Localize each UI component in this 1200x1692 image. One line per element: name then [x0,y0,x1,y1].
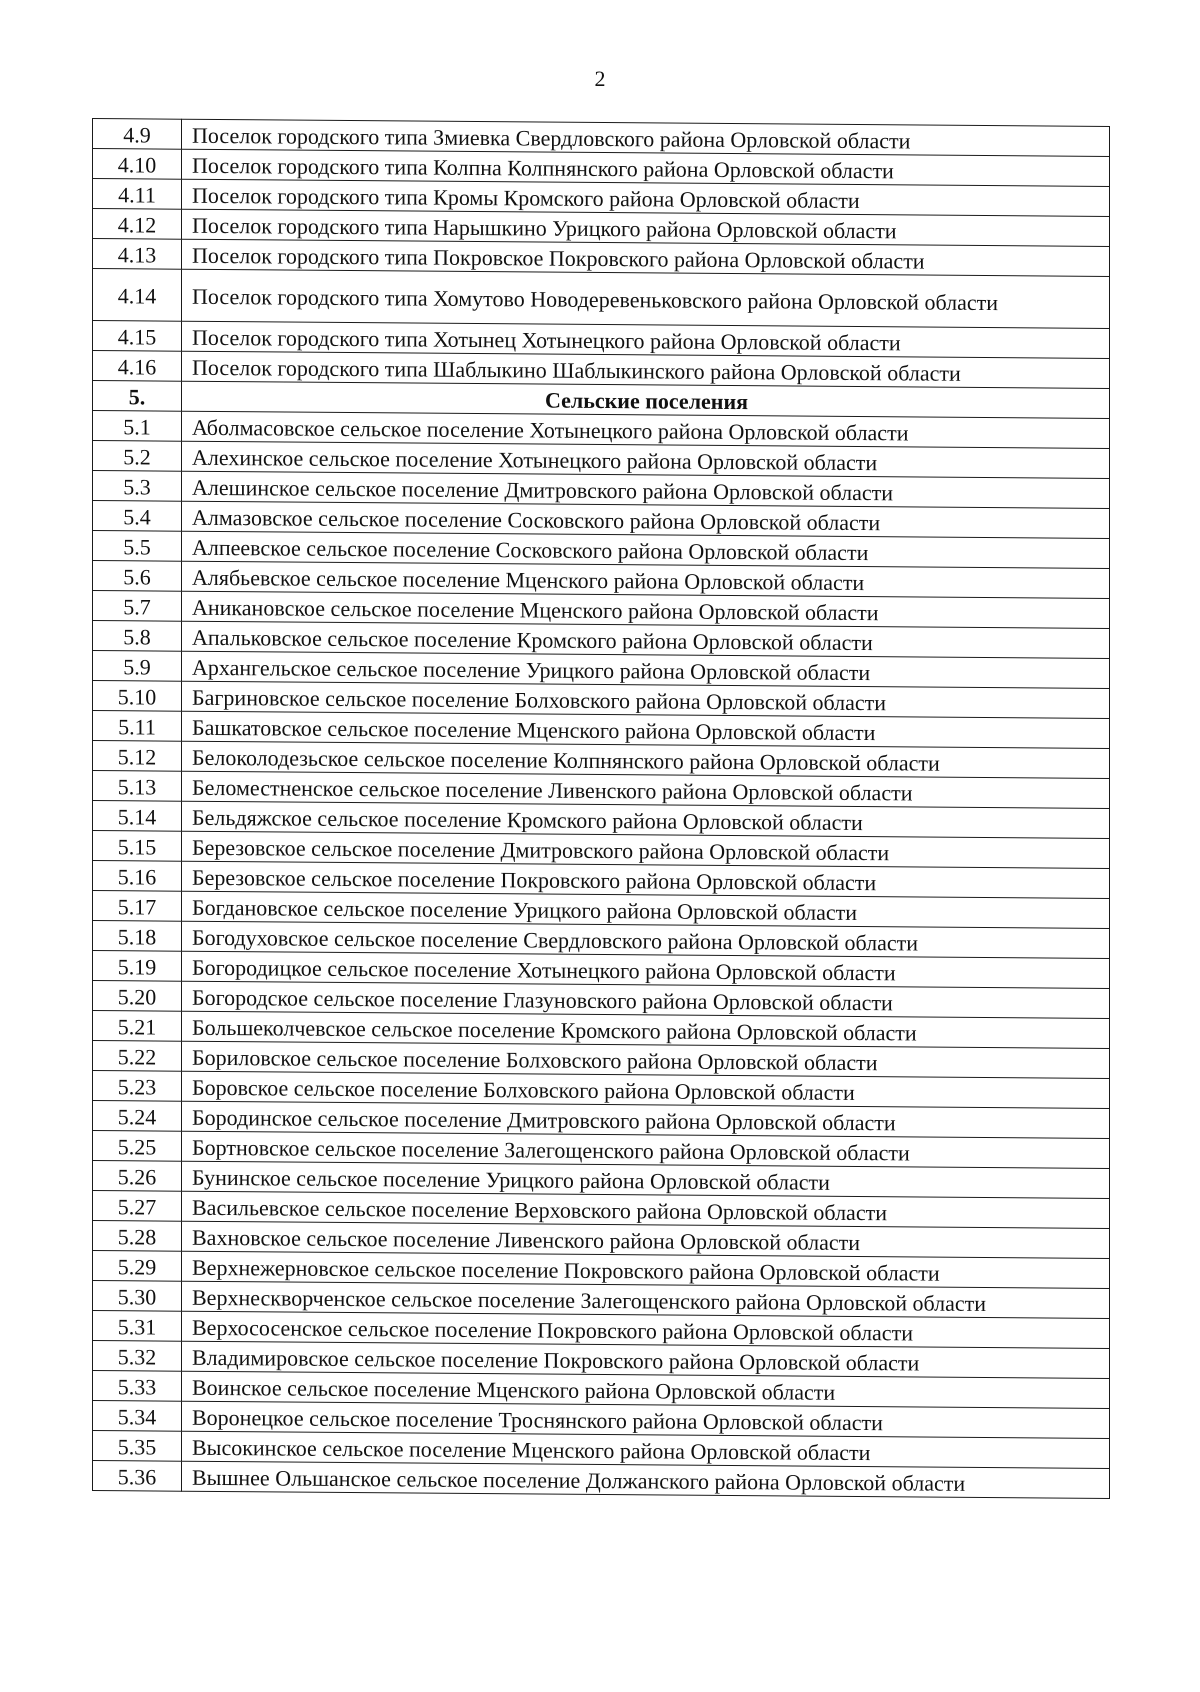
row-number: 5.26 [93,1161,182,1192]
page-number: 2 [594,66,606,91]
row-number: 5.5 [93,531,182,562]
settlement-name: Апальковское сельское поселение Кромского района Орловской области [182,621,1110,658]
row-number: 5.34 [93,1401,182,1432]
settlement-name: Васильевское сельское поселение Верховского района Орловской области [182,1191,1110,1228]
settlement-name: Вышнее Ольшанское сельское поселение Должанского района Орловской области [182,1461,1110,1498]
settlement-name: Алмазовское сельское поселение Сосковского района Орловской области [182,501,1110,538]
row-number: 4.11 [93,179,182,210]
settlement-name: Большеколчевское сельское поселение Кромского района Орловской области [182,1011,1110,1048]
row-number: 5.25 [93,1131,182,1162]
settlement-name: Богодуховское сельское поселение Свердловского района Орловской области [182,921,1110,958]
settlement-name: Поселок городского типа Змиевка Свердловского района Орловской области [182,119,1110,156]
settlement-name: Беломестненское сельское поселение Ливенского района Орловской области [182,771,1110,808]
section-title: Сельские поселения [182,381,1110,418]
settlement-name: Багриновское сельское поселение Болховского района Орловской области [182,681,1110,718]
row-number: 5.29 [93,1251,182,1282]
settlement-name: Богородицкое сельское поселение Хотынецкого района Орловской области [182,951,1110,988]
row-number: 4.9 [93,119,182,150]
row-number: 5.15 [93,831,182,862]
settlement-name: Алешинское сельское поселение Дмитровского района Орловской области [182,471,1110,508]
settlement-name: Верхнескворченское сельское поселение Залегощенского района Орловской области [182,1281,1110,1318]
settlement-name: Бортновское сельское поселение Залегощенского района Орловской области [182,1131,1110,1168]
settlement-name: Вахновское сельское поселение Ливенского района Орловской области [182,1221,1110,1258]
settlement-name: Богородское сельское поселение Глазуновского района Орловской области [182,981,1110,1018]
row-number: 5.14 [93,801,182,832]
row-number: 5.22 [93,1041,182,1072]
settlement-name: Высокинское сельское поселение Мценского района Орловской области [182,1431,1110,1468]
settlement-name: Березовское сельское поселение Дмитровского района Орловской области [182,831,1110,868]
row-number: 4.13 [93,239,182,270]
table-row [93,269,1110,329]
settlement-name: Поселок городского типа Хомутово Новодеревеньковского района Орловской области [182,269,1110,328]
settlement-name: Воинское сельское поселение Мценского района Орловской области [182,1371,1110,1408]
settlement-name: Воронецкое сельское поселение Троснянского района Орловской области [182,1401,1110,1438]
settlement-name: Бунинское сельское поселение Урицкого района Орловской области [182,1161,1110,1198]
row-number: 5. [93,381,182,412]
row-number: 5.19 [93,951,182,982]
row-number: 5.28 [93,1221,182,1252]
row-number: 5.20 [93,981,182,1012]
settlement-name: Алпеевское сельское поселение Сосковского района Орловской области [182,531,1110,568]
settlement-name: Поселок городского типа Шаблыкино Шаблыкинского района Орловской области [182,351,1110,388]
row-number: 5.13 [93,771,182,802]
row-number: 5.36 [93,1461,182,1492]
row-number: 5.23 [93,1071,182,1102]
row-number: 5.1 [93,411,182,442]
row-number: 4.16 [93,351,182,382]
row-number: 4.14 [93,269,182,322]
row-number: 4.15 [93,321,182,352]
settlement-name: Алехинское сельское поселение Хотынецкого района Орловской области [182,441,1110,478]
row-number: 4.10 [93,149,182,180]
settlement-name: Аболмасовское сельское поселение Хотынецкого района Орловской области [182,411,1110,448]
row-number: 5.24 [93,1101,182,1132]
row-number: 5.9 [93,651,182,682]
row-number: 5.6 [93,561,182,592]
settlement-name: Верхососенское сельское поселение Покровского района Орловской области [182,1311,1110,1348]
settlement-name: Поселок городского типа Покровское Покровского района Орловской области [182,239,1110,276]
settlement-name: Алябьевское сельское поселение Мценского района Орловской области [182,561,1110,598]
settlement-name: Башкатовское сельское поселение Мценского района Орловской области [182,711,1110,748]
row-number: 5.31 [93,1311,182,1342]
row-number: 5.11 [93,711,182,742]
row-number: 5.32 [93,1341,182,1372]
settlement-name: Верхнежерновское сельское поселение Покровского района Орловской области [182,1251,1110,1288]
settlement-name: Архангельское сельское поселение Урицкого района Орловской области [182,651,1110,688]
row-number: 5.17 [93,891,182,922]
settlements-table-body [93,119,1110,1499]
settlement-name: Поселок городского типа Хотынец Хотынецкого района Орловской области [182,321,1110,358]
row-number: 5.21 [93,1011,182,1042]
row-number: 5.8 [93,621,182,652]
row-number: 5.27 [93,1191,182,1222]
settlement-name: Белоколодезьское сельское поселение Колпнянского района Орловской области [182,741,1110,778]
settlement-name: Бородинское сельское поселение Дмитровского района Орловской области [182,1101,1110,1138]
row-number: 5.35 [93,1431,182,1462]
row-number: 5.16 [93,861,182,892]
settlement-name: Богдановское сельское поселение Урицкого района Орловской области [182,891,1110,928]
row-number: 5.2 [93,441,182,472]
settlement-name: Бельдяжское сельское поселение Кромского района Орловской области [182,801,1110,838]
row-number: 5.10 [93,681,182,712]
row-number: 5.3 [93,471,182,502]
settlement-name: Бориловское сельское поселение Болховского района Орловской области [182,1041,1110,1078]
settlement-name: Аникановское сельское поселение Мценского района Орловской области [182,591,1110,628]
settlement-name: Боровское сельское поселение Болховского района Орловской области [182,1071,1110,1108]
settlement-name: Березовское сельское поселение Покровского района Орловской области [182,861,1110,898]
settlements-table [92,118,1110,1499]
row-number: 5.4 [93,501,182,532]
row-number: 4.12 [93,209,182,240]
row-number: 5.33 [93,1371,182,1402]
row-number: 5.12 [93,741,182,772]
row-number: 5.7 [93,591,182,622]
settlement-name: Поселок городского типа Кромы Кромского района Орловской области [182,179,1110,216]
settlement-name: Поселок городского типа Нарышкино Урицкого района Орловской области [182,209,1110,246]
settlement-name: Поселок городского типа Колпна Колпнянского района Орловской области [182,149,1110,186]
settlement-name: Владимировское сельское поселение Покровского района Орловской области [182,1341,1110,1378]
row-number: 5.18 [93,921,182,952]
row-number: 5.30 [93,1281,182,1312]
